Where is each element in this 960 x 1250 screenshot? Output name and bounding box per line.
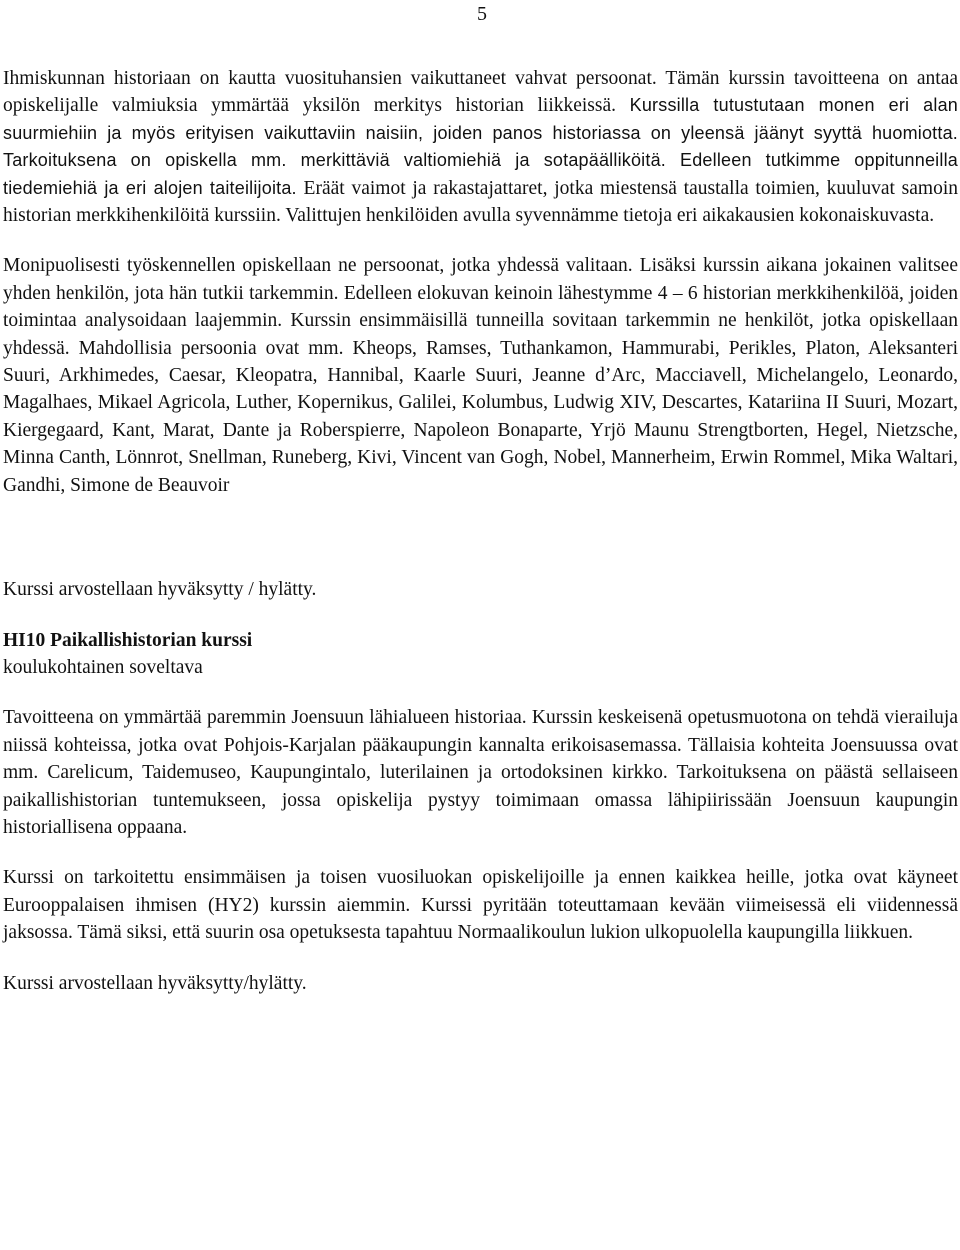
course-heading: HI10 Paikallishistorian kurssi [3,629,253,651]
page-number: 5 [477,3,487,25]
document-body [3,65,958,997]
persons-paragraph: Monipuolisesti työskennellen opiskellaan ne persoonat, jotka yhdessä valitaan. Lisäksi kurssin aikana jokainen valitsee yhden henkilön, jota hän tutkii tarkemmin. Edelleen elokuvan keinoin lähestymme 4 – 6 historian merkkihenkilöä, joiden toimintaa analysoidaan laajemmin. Kurssin ensimmäisillä tunneilla sovitaan tarkemmin ne henkilöt, jotka opiskellaan yhdessä. Mahdollisia persoonia ovat mm. Kheops, Ramses, Tuthankamon, Hammurabi, Perikles, Platon, Aleksanteri Suuri, Arkhimedes, Caesar, Kleopatra, Hannibal, Kaarle Suuri, Jeanne d’Arc, Macciavell, Michelangelo, Leonardo, Magalhaes, Mikael Agricola, Luther, Kopernikus, Galilei, Kolumbus, Ludwig XIV, Descartes, Katariina II Suuri, Mozart, Kiergegaard, Kant, Marat, Dante ja Roberspierre, Napoleon Bonaparte, Yrjö Maunu Strengtborten, Hegel, Nietzsche, Minna Canth, Lönnrot, Snellman, Runeberg, Kivi, Vincent van Gogh, Nobel, Mannerheim, Erwin Rommel, Mika Waltari, Gandhi, Simone de Beauvoir [3,255,958,496]
intro-paragraph [3,65,958,229]
goal-paragraph: Tavoitteena on ymmärtää paremmin Joensuun lähialueen historiaa. Kurssin keskeisenä opetusmuotona on tehdä vierailuja niissä kohteissa, jotka ovat Pohjois-Karjalan pääkaupungin kannalta erikoisasemassa. Tällaisia kohteita Joensuussa ovat mm. Carelicum, Taidemuseo, Kaupungintalo, luterilainen ja ortodoksinen kirkko. Tarkoituksena on päästä sellaiseen paikallishistorian tuntemukseen, jossa opiskelija pystyy toimimaan omassa lähipiirissään Joensuun kaupungin historiallisena oppaana. [3,707,958,838]
course-type: koulukohtainen soveltava [3,656,203,678]
intro-text-serif: Ihmiskunnan historiaan on kautta vuosituhansien vaikuttaneet vahvat persoonat. Tämän kurssin tavoitteena on antaa opiskelijalle valmiuksia ymmärtää yksilön merkitys historian liikkeissä. [3,68,958,117]
grading-line-1: Kurssi arvostellaan hyväksytty / hylätty. [3,579,317,601]
grading-line-2: Kurssi arvostellaan hyväksytty/hylätty. [3,972,307,994]
intro-text-serif-end: Eräät vaimot ja rakastajattaret, jotka miestensä taustalla toimien, kuuluvat samoin historian merkkihenkilöitä kurssiin. Valittujen henkilöiden avulla syvennämme tietoja eri aikakausien kokonaiskuvasta. [3,177,959,227]
intro-text-sans: Kurssilla tutustutaan monen eri alan suurmiehiin ja myös erityisen vaikuttaviin naisiin, joiden panos historiassa on yleensä jäänyt syyttä huomiotta. Tarkoituksena on opiskella mm. merkittäviä valtiomiehiä ja sotapäälliköitä. Edelleen tutkimme oppitunneilla tiedemiehiä ja eri alojen taiteilijoita. [3,95,958,198]
audience-paragraph: Kurssi on tarkoitettu ensimmäisen ja toisen vuosiluokan opiskelijoille ja ennen kaikkea heille, jotka ovat käyneet Eurooppalaisen ihmisen (HY2) kurssin aiemmin. Kurssi pyritään toteuttamaan kevään viimeisessä eli viidennessä jaksossa. Tämä siksi, että suurin osa opetuksesta tapahtuu Normaalikoulun lukion ulkopuolella kaupungilla liikkuen. [3,867,958,944]
